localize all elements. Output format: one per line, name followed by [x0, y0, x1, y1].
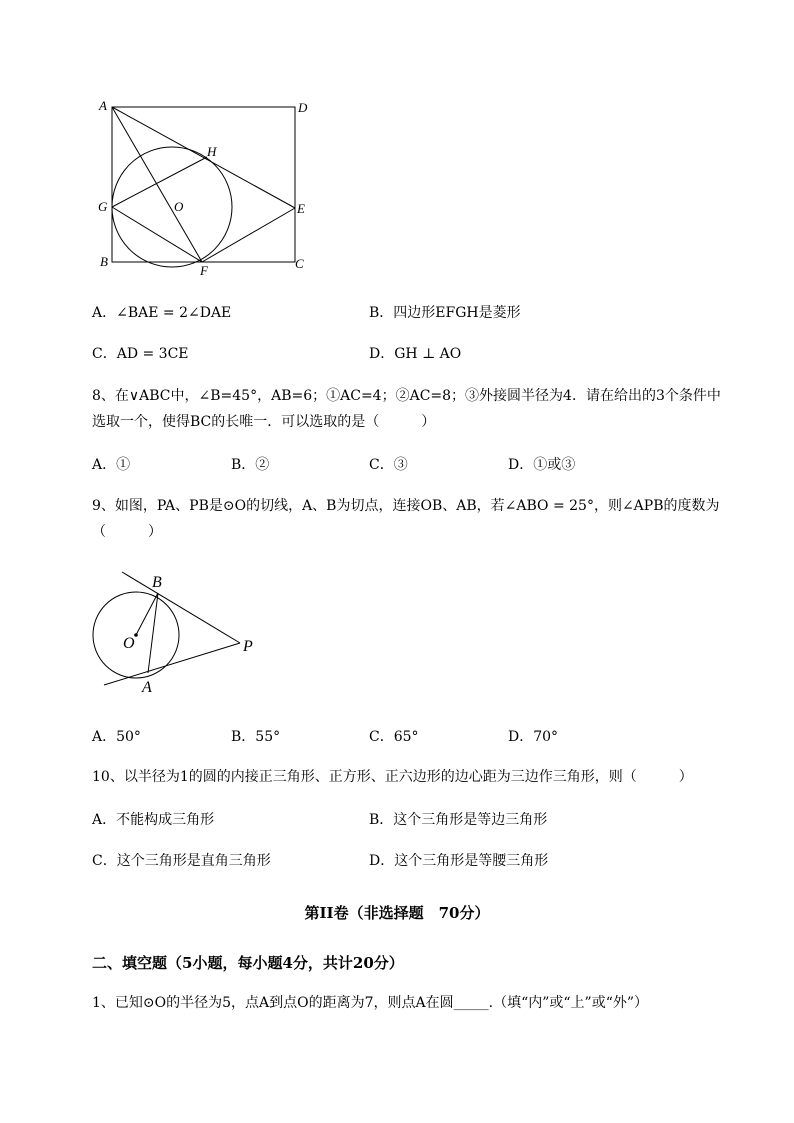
q7-option-a[interactable]: A．∠BAE = 2∠DAE — [92, 305, 232, 321]
q9-stem-line1: 9、如图，PA、PB是⊙O的切线，A、B为切点，连接OB、AB，若∠ABO = 25°，则∠APB的度数为 — [92, 498, 720, 514]
line-a-f — [112, 107, 202, 262]
q8-option-b[interactable]: B．② — [231, 457, 270, 473]
q8-stem-line2: 选取一个，使得BC的长唯一．可以选取的是（ ） — [92, 414, 436, 430]
q9-option-b[interactable]: B．55° — [231, 729, 281, 745]
circle-o — [112, 147, 232, 267]
line-f-e — [202, 208, 295, 262]
label-p-2: P — [243, 638, 253, 655]
q10-option-d[interactable]: D．这个三角形是等腰三角形 — [369, 853, 549, 869]
q8-option-d[interactable]: D．①或③ — [508, 457, 576, 473]
q7-option-d[interactable]: D．GH ⊥ AO — [369, 346, 462, 362]
rectangle-abcd — [112, 107, 295, 262]
label-o: O — [174, 199, 184, 214]
q8-stem-line1: 8、在∨ABC中，∠B=45°，AB=6；①AC=4；②AC=8；③外接圆半径为4．请在给出的3个条件中 — [92, 388, 721, 404]
q10-option-a[interactable]: A．不能构成三角形 — [92, 812, 215, 828]
q9-option-d[interactable]: D．70° — [508, 729, 559, 745]
label-e: E — [297, 201, 305, 216]
label-b-2: B — [152, 574, 162, 591]
line-g-h — [112, 157, 207, 207]
segment-ob — [136, 593, 158, 635]
geometry-figure-rectangle-circle — [90, 95, 320, 280]
label-c: C — [295, 256, 304, 271]
q7-option-c[interactable]: C．AD = 3CE — [92, 346, 189, 362]
q9-stem-line2: （ ） — [92, 524, 162, 540]
section2-title: 二、填空题（5小题，每小题4分，共计20分） — [92, 954, 404, 972]
label-a: A — [99, 98, 107, 113]
fill1-stem: 1、已知⊙O的半径为5，点A到点O的距离为7，则点A在圆_____.（填“内”或“上”或“外”） — [92, 995, 649, 1011]
label-h: H — [207, 144, 217, 159]
q7-option-b[interactable]: B．四边形EFGH是菱形 — [369, 305, 521, 321]
geometry-figure-tangents — [90, 565, 270, 700]
tangent-pb — [122, 572, 240, 643]
label-a-2: A — [142, 679, 152, 696]
line-g-f — [112, 207, 202, 262]
q9-option-c[interactable]: C．65° — [369, 729, 419, 745]
center-dot-o — [134, 633, 138, 637]
segment-ab — [148, 593, 158, 673]
q8-option-a[interactable]: A．① — [92, 457, 131, 473]
label-d: D — [298, 100, 308, 115]
q8-option-c[interactable]: C．③ — [369, 457, 408, 473]
label-b: B — [100, 254, 108, 269]
label-f: F — [200, 263, 208, 278]
label-g: G — [98, 199, 108, 214]
q10-stem-line1: 10、以半径为1的圆的内接正三角形、正方形、正六边形的边心距为三边作三角形，则（ ） — [92, 769, 693, 785]
label-o-2: O — [123, 635, 135, 652]
q10-option-c[interactable]: C．这个三角形是直角三角形 — [92, 853, 271, 869]
q9-option-a[interactable]: A．50° — [92, 729, 141, 745]
part2-title: 第II卷（非选择题 70分） — [304, 904, 490, 922]
q10-option-b[interactable]: B．这个三角形是等边三角形 — [369, 812, 548, 828]
